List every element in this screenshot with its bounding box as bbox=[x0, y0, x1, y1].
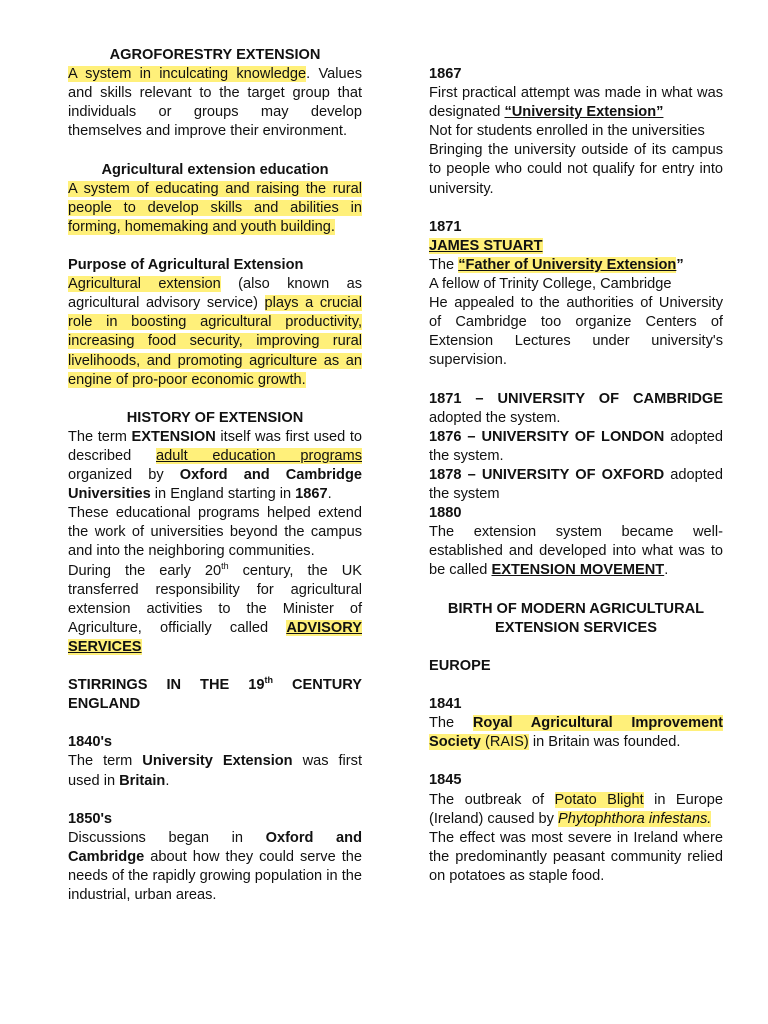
year-1880: 1880 bbox=[429, 505, 462, 522]
year-1880-text: The extension system became well-established and developed into what was to be called EXTENSION MOVEMENT. bbox=[429, 524, 723, 579]
year-1867: 1867 bbox=[429, 66, 462, 82]
history-paragraph-2: These educational programs helped extend the work of universities beyond the campus and into the neighboring communities. bbox=[68, 505, 362, 560]
year-1867-text-2: Not for students enrolled in the universities bbox=[429, 123, 705, 140]
year-1840s: 1840's bbox=[68, 734, 113, 751]
ag-ed-heading: Agricultural extension education bbox=[101, 161, 329, 178]
year-1850s-text: Discussions began in Oxford and Cambridge about how they could serve the needs of the rapidly growing population in the industrial, urban areas. bbox=[68, 829, 362, 904]
history-paragraph-1: The term EXTENSION itself was first used to described adult education programs organized by Oxford and Cambridge Universities in England starting in 1867. bbox=[68, 428, 362, 503]
year-1845-text-2: The effect was most severe in Ireland where the predominantly peasant community relied on potatoes as staple food. bbox=[429, 829, 723, 884]
year-1845-text: The outbreak of Potato Blight in Europe (Ireland) caused by Phytophthora infestans. bbox=[429, 791, 723, 827]
year-1845: 1845 bbox=[429, 772, 462, 789]
year-1867-text: First practical attempt was made in what was designated “University Extension” bbox=[429, 85, 723, 121]
appeal-paragraph: He appealed to the authorities of University of Cambridge too organize Centers of Extension Lectures under university's supervision. bbox=[429, 295, 723, 369]
year-1867-text-3: Bringing the university outside of its campus to people who could not qualify for entry into university. bbox=[429, 142, 723, 197]
year-1841-text: The Royal Agricultural Improvement Society (RAIS) in Britain was founded. bbox=[429, 715, 723, 751]
left-column bbox=[68, 46, 362, 905]
stirrings-heading: STIRRINGS IN THE 19th CENTURY ENGLAND bbox=[68, 675, 363, 713]
cambridge-line: 1871 – UNIVERSITY OF CAMBRIDGE adopted the system. bbox=[429, 390, 723, 426]
purpose-paragraph: Agricultural extension (also known as agricultural advisory service) plays a crucial role in boosting agricultural productivity, increasing food security, improving rural livelihoods, and promoting agriculture as an engine of pro-poor economic growth. bbox=[68, 276, 362, 388]
father-line: The “Father of University Extension” bbox=[429, 256, 684, 273]
history-heading: HISTORY OF EXTENSION bbox=[126, 409, 304, 426]
london-line: 1876 – UNIVERSITY OF LONDON adopted the system. bbox=[429, 428, 723, 464]
year-1841: 1841 bbox=[429, 696, 462, 713]
james-stuart: JAMES STUART bbox=[429, 237, 543, 254]
ag-ed-paragraph: A system of educating and raising the rural people to develop skills and abilities in forming, homemaking and youth building. bbox=[68, 180, 362, 235]
purpose-heading: Purpose of Agricultural Extension bbox=[68, 257, 304, 274]
birth-heading-line-2: EXTENSION SERVICES bbox=[495, 619, 657, 636]
definition-paragraph: A system in inculcating knowledge. Values and skills relevant to the target group that individuals or groups may develop themselves and improve their environment. bbox=[68, 66, 362, 140]
highlight-definition: A system in inculcating knowledge bbox=[68, 66, 307, 83]
trinity-line: A fellow of Trinity College, Cambridge bbox=[429, 276, 672, 293]
birth-heading-line-1: BIRTH OF MODERN AGRICULTURAL bbox=[447, 600, 705, 617]
right-column bbox=[429, 65, 723, 886]
history-paragraph-3: During the early 20th century, the UK transferred responsibility for agricultural extension activities to the Minister of Agriculture, officially called ADVISORY SERVICES bbox=[68, 560, 362, 655]
year-1850s: 1850's bbox=[68, 810, 113, 827]
year-1871: 1871 bbox=[429, 218, 462, 235]
europe-heading: EUROPE bbox=[429, 657, 491, 674]
year-1840s-text: The term University Extension was first used in Britain. bbox=[68, 753, 363, 789]
page-title: AGROFORESTRY EXTENSION bbox=[109, 47, 321, 63]
oxford-line: 1878 – UNIVERSITY OF OXFORD adopted the system bbox=[429, 466, 723, 503]
